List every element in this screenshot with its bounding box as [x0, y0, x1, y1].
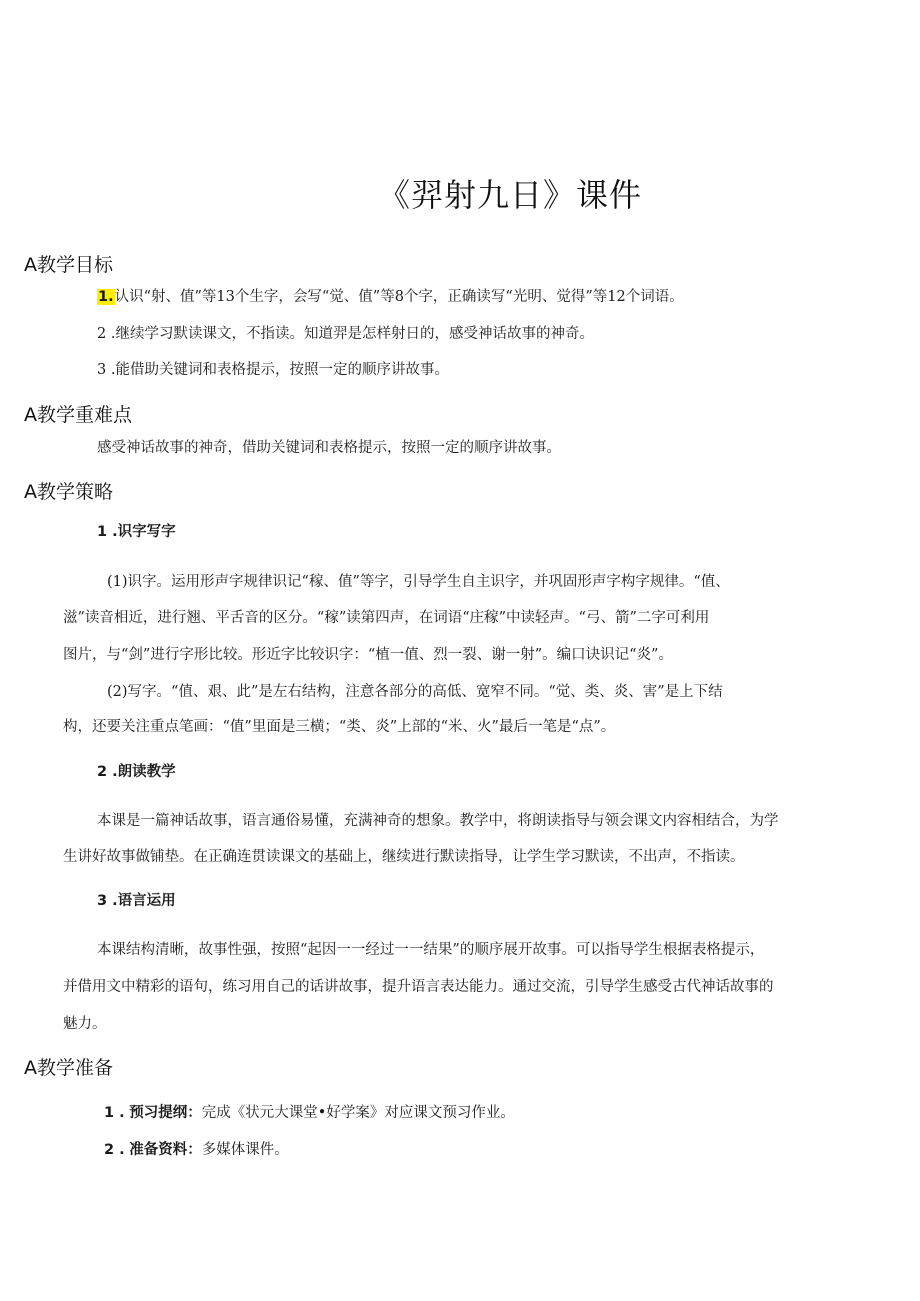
goal-item-3	[97, 360, 449, 380]
prep-item-label: 预习提纲：	[129, 1105, 202, 1121]
paragraph-line: 滋”读音相近，进行翘、平舌音的区分。“稼”读第四声，在词语“庄稼”中读轻声。“弓、箭”二字可利用	[63, 610, 710, 626]
prep-item-number: 2 .	[104, 1142, 125, 1158]
prep-item-1	[104, 1103, 515, 1123]
goal-item-2	[97, 324, 594, 344]
paragraph-line: 本课是一篇神话故事，语言通俗易懂，充满神奇的想象。教学中，将朗读指导与领会课文内容相结合，为学	[97, 813, 779, 829]
strategy-subheading-reading: 2 .朗读教学	[97, 764, 176, 780]
goal-item-text: 认识“射、值”等13个生字，会写“觉、值”等8个字，正确读写“光明、觉得”等12个词语。	[114, 289, 684, 305]
goal-item-1	[97, 287, 684, 307]
section-heading-prep: A教学准备	[24, 1057, 113, 1079]
section-heading-strategy: A教学策略	[24, 481, 113, 503]
section-heading-key-points: A教学重难点	[24, 404, 132, 426]
prep-item-text: 多媒体课件。	[201, 1142, 289, 1158]
paragraph-line: 生讲好故事做铺垫。在正确连贯读课文的基础上，继续进行默读指导，让学生学习默读，不出声，不指读。	[63, 849, 745, 865]
key-points-text: 感受神话故事的神奇，借助关键词和表格提示，按照一定的顺序讲故事。	[97, 440, 561, 456]
paragraph-line: 构，还要关注重点笔画：“值”里面是三横；“类、炎”上部的“米、火”最后一笔是“点”。	[63, 719, 616, 735]
goal-item-text: 能借助关键词和表格提示，按照一定的顺序讲故事。	[115, 362, 449, 378]
strategy-subheading-literacy: 1 .识字写字	[97, 524, 176, 540]
paragraph-line: (1)识字。运用形声字规律识记“稼、值”等字，引导学生自主识字，并巩固形声字构字规律。“值、	[107, 574, 730, 590]
prep-item-2	[104, 1140, 289, 1160]
paragraph-line: 并借用文中精彩的语句，练习用自己的话讲故事，提升语言表达能力。通过交流，引导学生感受古代神话故事的	[63, 979, 774, 995]
goal-item-number: 1.	[98, 289, 114, 305]
paragraph-line: 魅力。	[63, 1016, 107, 1032]
strategy-subheading-language: 3 .语言运用	[97, 893, 176, 909]
prep-item-label: 准备资料：	[129, 1142, 202, 1158]
paragraph-line: 本课结构清晰，故事性强，按照“起因一一经过一一结果”的顺序展开故事。可以指导学生根据表格提示，	[97, 942, 765, 958]
prep-item-text: 完成《状元大课堂•好学案》对应课文预习作业。	[201, 1105, 515, 1121]
section-heading-goals: A教学目标	[24, 254, 113, 276]
prep-item-number: 1 .	[104, 1105, 125, 1121]
goal-item-number: 3 .	[97, 362, 116, 378]
document-title: 《羿射九日》课件	[377, 176, 642, 214]
paragraph-line: 图片，与“剑”进行字形比较。形近字比较识字：“植一值、烈一裂、谢一射”。编口诀识记“炎”。	[63, 647, 673, 663]
goal-item-number: 2 .	[97, 326, 116, 342]
goal-item-text: 继续学习默读课文，不指读。知道羿是怎样射日的，感受神话故事的神奇。	[115, 326, 594, 342]
paragraph-line: (2)写字。“值、艰、此”是左右结构，注意各部分的高低、宽窄不同。“觉、类、炎、害”是上下结	[107, 684, 723, 700]
